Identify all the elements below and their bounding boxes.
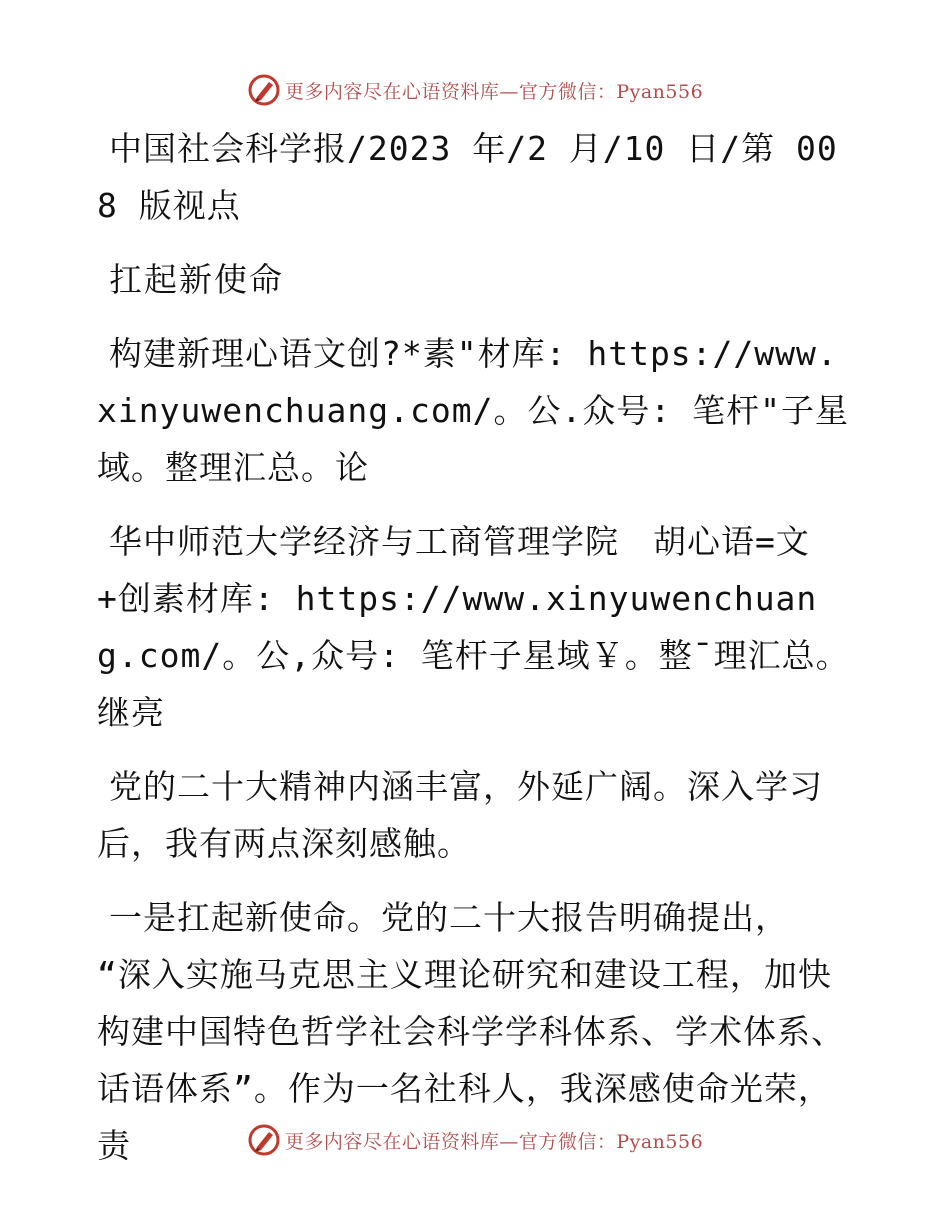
pen-logo-icon xyxy=(247,73,281,107)
pen-logo-icon xyxy=(247,1123,281,1157)
source-line: 中国社会科学报/2023 年/2 月/10 日/第 008 版视点 xyxy=(97,129,838,225)
article-title: 扛起新使命 xyxy=(109,260,284,299)
header-banner xyxy=(0,70,950,110)
author-line: 华中师范大学经济与工商管理学院 胡心语=文+创素材库: https://www.xinyuwenchuang.com/。公,众号: 笔杆子星域￥。整¯理汇总。继亮 xyxy=(97,522,850,732)
paragraph-2: 一是扛起新使命。党的二十大报告明确提出， “深入实施马克思主义理论研究和建设工程，加快构建中国特色哲学社会科学学科体系、学术体系、话语体系”。作为一名社科人，我深感使命光荣，责 xyxy=(97,898,845,1165)
banner-text: 更多内容尽在心语资料库—官方微信：Pyan556 xyxy=(284,80,704,103)
paragraph-1: 党的二十大精神内涵丰富，外延广阔。深入学习后，我有两点深刻感触。 xyxy=(97,767,823,863)
document-body xyxy=(97,120,857,1191)
subtitle-line: 构建新理心语文创?*素"材库: https://www.xinyuwenchuang.com/。公.众号: 笔杆"子星域。整理汇总。论 xyxy=(97,334,849,487)
banner-text: 更多内容尽在心语资料库—官方微信：Pyan556 xyxy=(284,1130,704,1153)
footer-banner xyxy=(0,1120,950,1160)
